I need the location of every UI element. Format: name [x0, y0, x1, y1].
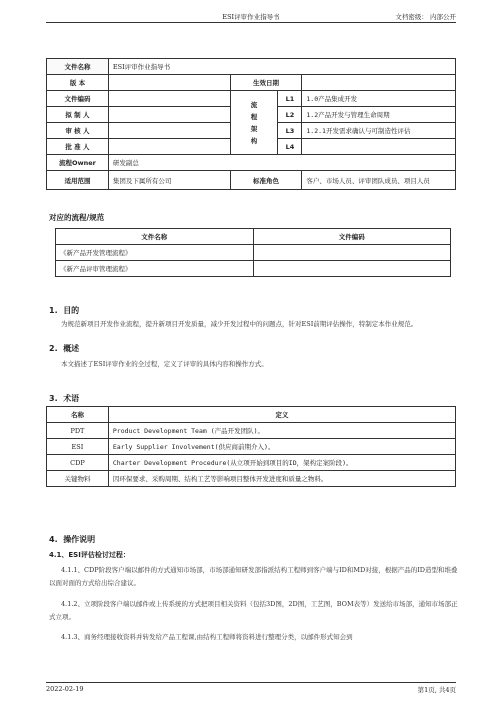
section-2-text: 本文描述了ESI评审作业的全过程，定义了评审的具体内容和操作方式。	[61, 360, 268, 368]
owner-label: 流程Owner	[47, 155, 109, 171]
approver-value	[108, 139, 230, 155]
level-l3-desc: 1.2.1开发需求确认与可制造性评估	[302, 123, 456, 139]
version-value	[108, 75, 230, 91]
level-l2: L2	[278, 107, 302, 123]
level-l1: L1	[278, 91, 302, 107]
section-2-heading	[49, 343, 79, 354]
section-4-paragraph: 4.1.3、商务经理接收资料并转发给产品工程课,由结构工程师将资料进行整理分类，以邮件形式知会到	[61, 633, 353, 641]
version-label: 版 本	[47, 75, 109, 91]
terms-col-name: 名称	[47, 407, 109, 423]
page-footer	[46, 682, 456, 693]
page-header	[46, 10, 456, 23]
section-2-title: 概述	[63, 344, 80, 353]
level-l4: L4	[278, 139, 302, 155]
related-row: 《新产品评审管理流程》	[56, 261, 254, 277]
header-title: ESI评审作业指导书	[222, 13, 280, 21]
section-4-1-heading: 4.1、ESI评估检讨过程：	[49, 551, 130, 559]
file-code-value	[108, 91, 230, 107]
section-3-number: 3.	[49, 394, 58, 403]
owner-value: 研发副总	[108, 155, 455, 171]
file-name-label: 文件名称	[47, 59, 109, 75]
term-name: PDT	[47, 423, 109, 439]
section-4-paragraph: 4.1.2、立项阶段客户端以邮件或上传系统的方式把项目相关资料（包括3D图，2D图，工艺图，BOM表等）发送给市场部，通知市场部正式立项。	[49, 600, 458, 621]
role-label: 标准角色	[230, 171, 302, 190]
related-docs-table	[55, 228, 451, 277]
terms-col-def: 定义	[108, 407, 455, 423]
term-def: Early Supplier Involvement(供应商前期介入)。	[108, 439, 455, 455]
terms-table	[46, 406, 456, 487]
term-name: 关键物料	[47, 471, 109, 487]
file-name-value: ESI评审作业指导书	[108, 59, 455, 75]
level-l3: L3	[278, 123, 302, 139]
level-l1-desc: 1.0产品集成开发	[302, 91, 456, 107]
section-4-heading	[49, 534, 95, 545]
term-def: Product Development Team (产品开发团队)。	[108, 423, 455, 439]
scope-value: 集团及下属所有公司	[108, 171, 230, 190]
related-col-code: 文件编码	[253, 229, 451, 245]
section-3-heading	[49, 393, 79, 404]
approver-label: 批 准 人	[47, 139, 109, 155]
header-classification: 文档密级： 内部公开	[395, 13, 456, 21]
role-value: 客户、市场人员、评审团队成员、项目人员	[302, 171, 456, 190]
related-row: 《新产品开发管理流程》	[56, 245, 254, 261]
framework-label	[230, 91, 278, 155]
term-name: CDP	[47, 455, 109, 471]
level-l4-desc	[302, 139, 456, 155]
effective-date-label: 生效日期	[230, 75, 302, 91]
drafter-label: 拟 制 人	[47, 107, 109, 123]
section-1-number: 1.	[49, 306, 58, 315]
reviewer-label: 审 核 人	[47, 123, 109, 139]
term-def: 因环保要求、采购周期、结构工艺等影响项目整体开发进度和质量之物料。	[108, 471, 455, 487]
term-name: ESI	[47, 439, 109, 455]
related-col-name: 文件名称	[56, 229, 254, 245]
section-1-title: 目的	[63, 306, 80, 315]
document-meta-table	[46, 58, 456, 190]
section-4-paragraph: 4.1.1、CDP阶段客户端以邮件的方式通知市场部，市场部通知研发部指派结构工程师到客户端与ID和MD对接，根据产品的ID造型和堆叠以面对面的方式给出综合建议。	[49, 566, 458, 587]
effective-date-value	[302, 75, 456, 91]
section-4-number: 4.	[49, 535, 58, 544]
level-l2-desc: 1.2产品开发与管理生命周期	[302, 107, 456, 123]
related-title: 对应的流程/规范	[49, 213, 105, 222]
framework-label-text: 流程架构	[250, 100, 258, 145]
section-1-text: 为规范新项目开发作业流程，提升新项目开发质量，减少开发过程中的问题点，针对ESI前期评估操作，特制定本作业规范。	[61, 320, 418, 328]
file-code-label: 文件编码	[47, 91, 109, 107]
scope-label: 适用范围	[47, 171, 109, 190]
footer-date: 2022-02-19	[46, 685, 84, 693]
reviewer-value	[108, 123, 230, 139]
section-1-heading	[49, 305, 79, 316]
section-4-title: 操作说明	[63, 535, 96, 544]
related-row-code	[253, 261, 451, 277]
term-def: Charter Development Procedure(从立项开始到项目的ID，架构定案阶段)。	[108, 455, 455, 471]
footer-page-number: 第1页, 共4页	[417, 686, 456, 694]
section-2-number: 2.	[49, 344, 58, 353]
section-3-title: 术语	[63, 394, 80, 403]
related-row-code	[253, 245, 451, 261]
drafter-value	[108, 107, 230, 123]
